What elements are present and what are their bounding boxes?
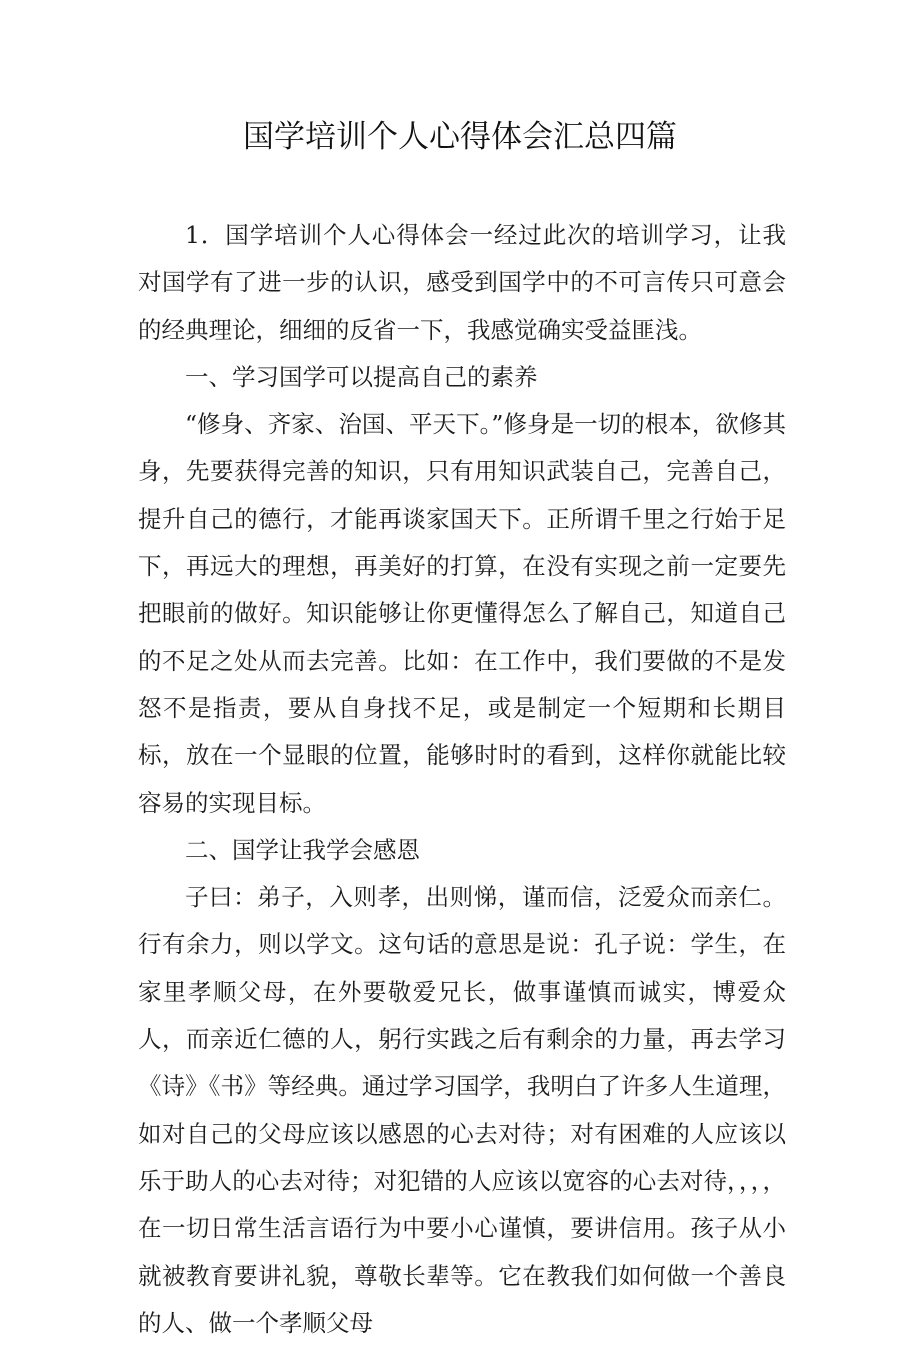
document-body [138, 212, 786, 1347]
section-heading-2: 二、国学让我学会感恩 [185, 835, 420, 864]
document-title: 国学培训个人心得体会汇总四篇 [243, 119, 677, 155]
paragraph-intro: 1．国学培训个人心得体会一经过此次的培训学习，让我对国学有了进一步的认识，感受到国学中的不可言传只可意会的经典理论，细细的反省一下，我感觉确实受益匪浅。 [138, 221, 786, 344]
section-heading-1: 一、学习国学可以提高自己的素养 [185, 362, 538, 391]
paragraph-self-cultivation: “修身、齐家、治国、平天下。”修身是一切的根本，欲修其身，先要获得完善的知识，只有用知识武装自己，完善自己，提升自己的德行，才能再谈家国天下。正所谓千里之行始于足下，再远大的理想，再美好的打算，在没有实现之前一定要先把眼前的做好。知识能够让你更懂得怎么了解自己，知道自己的不足之处从而去完善。比如：在工作中，我们要做的不是发怒不是指责，要从自身找不足，或是制定一个短期和长期目标，放在一个显眼的位置，能够时时的看到，这样你就能比较容易的实现目标。 [138, 410, 786, 817]
paragraph-gratitude: 子曰：弟子，入则孝，出则悌，谨而信，泛爱众而亲仁。行有余力，则以学文。这句话的意思是说：孔子说：学生，在家里孝顺父母，在外要敬爱兄长，做事谨慎而诚实，博爱众人，而亲近仁德的人，躬行实践之后有剩余的力量，再去学习《诗》《书》等经典。通过学习国学，我明白了许多人生道理，如对自己的父母应该以感恩的心去对待；对有困难的人应该以乐于助人的心去对待；对犯错的人应该以宽容的心去对待，，，，在一切日常生活言语行为中要小心谨慎，要讲信用。孩子从小就被教育要讲礼貌，尊敬长辈等。它在教我们如何做一个善良的人、做一个孝顺父母 [138, 883, 786, 1337]
